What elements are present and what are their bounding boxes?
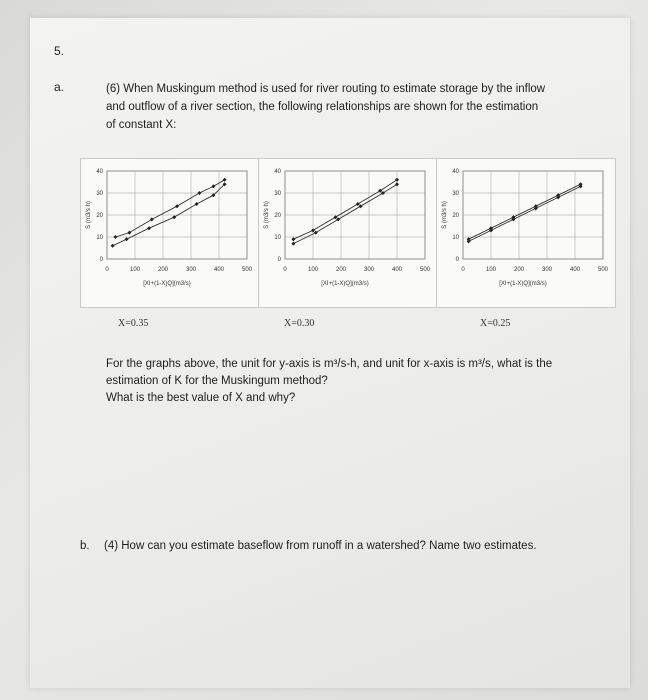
chart-2-data-point	[336, 217, 340, 221]
chart-3-ylabel: S (m3/s h)	[442, 201, 448, 229]
chart-1-xtick-label: 100	[129, 267, 141, 273]
chart-2-xtick-label: 300	[363, 267, 375, 273]
chart-1-ylabel: S (m3/s h)	[86, 201, 92, 229]
chart-2-ytick-label: 10	[274, 235, 281, 241]
chart-3-series-line	[469, 184, 581, 239]
chart-3	[436, 158, 616, 308]
follow-up-text	[106, 356, 626, 407]
chart-2-xlabel: [XI+(1-X)Q](m3/s)	[321, 281, 369, 287]
part-a-label: a.	[54, 80, 65, 94]
part-a-line-2: and outflow of a river section, the following relationships are shown for the estimation	[106, 101, 539, 113]
follow-up-line-2: estimation of K for the Muskingum method?	[106, 375, 328, 387]
chart-2-data-point	[356, 202, 360, 206]
chart-3-xtick-label: 500	[597, 267, 609, 273]
chart-1-data-point	[195, 202, 199, 206]
part-b-label: b.	[80, 540, 90, 552]
chart-3-xtick-label: 100	[485, 267, 497, 273]
chart-2-xtick-label: 100	[307, 267, 319, 273]
chart-2-caption: X=0.30	[284, 318, 315, 329]
chart-1-xtick-label: 400	[213, 267, 225, 273]
chart-2-data-point	[314, 231, 318, 235]
chart-1-data-point	[211, 184, 215, 188]
chart-3-ytick-label: 40	[452, 169, 459, 175]
chart-1-xlabel: [XI+(1-X)Q](m3/s)	[143, 281, 191, 287]
chart-2-ylabel: S (m3/s h)	[264, 201, 270, 229]
chart-3-ytick-label: 20	[452, 213, 459, 219]
chart-2-ytick-label: 0	[277, 257, 281, 263]
chart-1	[80, 158, 260, 308]
chart-1-data-point	[197, 191, 201, 195]
chart-2-xtick-label: 500	[419, 267, 431, 273]
chart-1-data-point	[175, 204, 179, 208]
chart-1-series-line	[115, 180, 224, 237]
chart-2-xtick-label: 0	[283, 267, 287, 273]
chart-2	[258, 158, 438, 308]
chart-2-ytick-label: 20	[274, 213, 281, 219]
chart-3-svg	[437, 159, 615, 307]
chart-3-ytick-label: 0	[455, 257, 459, 263]
chart-2-svg	[259, 159, 437, 307]
chart-2-series-line	[293, 180, 397, 239]
chart-3-xtick-label: 200	[513, 267, 525, 273]
chart-1-data-point	[172, 215, 176, 219]
part-a-line-3: of constant X:	[106, 119, 177, 131]
chart-1-data-point	[223, 178, 227, 182]
follow-up-line-1: For the graphs above, the unit for y-axis is m³/s-h, and unit for x-axis is m³/s, what is the	[106, 358, 553, 370]
chart-2-data-point	[291, 242, 295, 246]
chart-2-data-point	[291, 237, 295, 241]
chart-3-caption: X=0.25	[480, 318, 511, 329]
chart-1-ytick-label: 30	[96, 191, 103, 197]
chart-2-data-point	[333, 215, 337, 219]
chart-1-xtick-label: 300	[185, 267, 197, 273]
part-a-line-1: (6) When Muskingum method is used for river routing to estimate storage by the inflow	[106, 83, 546, 95]
follow-up-line-3: What is the best value of X and why?	[106, 392, 296, 404]
chart-2-ytick-label: 30	[274, 191, 281, 197]
chart-1-xtick-label: 200	[157, 267, 169, 273]
chart-1-data-point	[125, 237, 129, 241]
question-number: 5.	[54, 44, 65, 58]
chart-2-data-point	[311, 228, 315, 232]
chart-1-data-point	[150, 217, 154, 221]
chart-3-series-line	[469, 186, 581, 241]
chart-3-xtick-label: 400	[569, 267, 581, 273]
chart-2-xtick-label: 400	[391, 267, 403, 273]
chart-3-xtick-label: 300	[541, 267, 553, 273]
chart-1-caption: X=0.35	[118, 318, 149, 329]
chart-2-ytick-label: 40	[274, 169, 281, 175]
chart-2-data-point	[359, 204, 363, 208]
chart-1-ytick-label: 40	[96, 169, 103, 175]
part-a-text	[106, 80, 626, 134]
chart-3-xtick-label: 0	[461, 267, 465, 273]
chart-3-ytick-label: 10	[452, 235, 459, 241]
chart-3-xlabel: [XI+(1-X)Q](m3/s)	[499, 281, 547, 287]
chart-1-ytick-label: 0	[99, 257, 103, 263]
chart-1-svg	[81, 159, 259, 307]
chart-1-data-point	[111, 244, 115, 248]
chart-1-ytick-label: 20	[96, 213, 103, 219]
chart-1-data-point	[147, 226, 151, 230]
chart-1-ytick-label: 10	[96, 235, 103, 241]
chart-1-xtick-label: 0	[105, 267, 109, 273]
chart-1-xtick-label: 500	[241, 267, 253, 273]
chart-3-ytick-label: 30	[452, 191, 459, 197]
chart-1-data-point	[127, 231, 131, 235]
chart-2-xtick-label: 200	[335, 267, 347, 273]
part-b-text: (4) How can you estimate baseflow from runoff in a watershed? Name two estimates.	[104, 540, 537, 552]
chart-1-data-point	[113, 235, 117, 239]
chart-3-data-point	[467, 239, 471, 243]
